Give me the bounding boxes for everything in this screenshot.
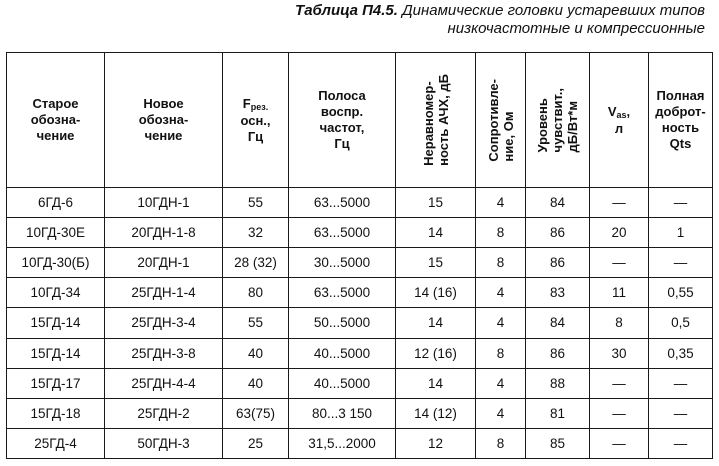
cell-new-name: 10ГДН-1 — [105, 188, 223, 218]
table-caption — [185, 2, 705, 38]
table-row — [7, 248, 713, 278]
cell-qts: — — [649, 248, 713, 278]
cell-nonuniformity: 14 — [396, 218, 476, 248]
cell-nonuniformity: 15 — [396, 188, 476, 218]
cell-sensitivity: 83 — [526, 278, 590, 308]
cell-band: 50...5000 — [289, 308, 396, 338]
cell-band: 40...5000 — [289, 338, 396, 368]
cell-new-name: 25ГДН-3-8 — [105, 338, 223, 368]
cell-old-name: 10ГД-30Е — [7, 218, 105, 248]
table-row — [7, 368, 713, 398]
cell-band: 40...5000 — [289, 368, 396, 398]
cell-qts: 1 — [649, 218, 713, 248]
cell-sensitivity: 86 — [526, 248, 590, 278]
cell-new-name: 25ГДН-4-4 — [105, 368, 223, 398]
cell-sensitivity: 86 — [526, 218, 590, 248]
cell-nonuniformity: 12 — [396, 428, 476, 458]
cell-band: 63...5000 — [289, 278, 396, 308]
table-row — [7, 278, 713, 308]
table-row — [7, 338, 713, 368]
cell-resistance: 4 — [476, 278, 526, 308]
cell-new-name: 25ГДН-1-4 — [105, 278, 223, 308]
caption-lead: Таблица П4.5. — [295, 2, 398, 19]
cell-vas: 20 — [590, 218, 649, 248]
cell-sensitivity: 88 — [526, 368, 590, 398]
cell-new-name: 20ГДН-1 — [105, 248, 223, 278]
cell-fres: 32 — [223, 218, 289, 248]
cell-band: 63...5000 — [289, 188, 396, 218]
cell-sensitivity: 81 — [526, 398, 590, 428]
cell-old-name: 10ГД-34 — [7, 278, 105, 308]
speaker-table — [6, 52, 713, 459]
cell-fres: 28 (32) — [223, 248, 289, 278]
header-resistance: Сопротивле- ние, Ом — [476, 53, 526, 188]
cell-old-name: 10ГД-30(Б) — [7, 248, 105, 278]
cell-old-name: 15ГД-18 — [7, 398, 105, 428]
header-new-name: Новое обозна- чение — [105, 53, 223, 188]
table-row — [7, 428, 713, 458]
table-row — [7, 188, 713, 218]
caption-line2: низкочастотные и компрессионные — [447, 20, 705, 37]
cell-vas: 30 — [590, 338, 649, 368]
header-fres: Fрез. осн., Гц — [223, 53, 289, 188]
cell-nonuniformity: 14 (16) — [396, 278, 476, 308]
cell-sensitivity: 85 — [526, 428, 590, 458]
cell-fres: 55 — [223, 188, 289, 218]
cell-resistance: 8 — [476, 428, 526, 458]
cell-band: 31,5...2000 — [289, 428, 396, 458]
cell-qts: 0,55 — [649, 278, 713, 308]
cell-qts: — — [649, 368, 713, 398]
cell-resistance: 8 — [476, 218, 526, 248]
header-band: Полоса воспр. частот, Гц — [289, 53, 396, 188]
cell-band: 80...3 150 — [289, 398, 396, 428]
cell-new-name: 50ГДН-3 — [105, 428, 223, 458]
cell-nonuniformity: 15 — [396, 248, 476, 278]
cell-fres: 63(75) — [223, 398, 289, 428]
cell-old-name: 25ГД-4 — [7, 428, 105, 458]
cell-sensitivity: 84 — [526, 188, 590, 218]
cell-qts: — — [649, 188, 713, 218]
cell-new-name: 20ГДН-1-8 — [105, 218, 223, 248]
cell-vas: 8 — [590, 308, 649, 338]
cell-new-name: 25ГДН-3-4 — [105, 308, 223, 338]
cell-fres: 25 — [223, 428, 289, 458]
table-row — [7, 308, 713, 338]
cell-nonuniformity: 14 (12) — [396, 398, 476, 428]
cell-fres: 55 — [223, 308, 289, 338]
cell-fres: 40 — [223, 368, 289, 398]
cell-band: 30...5000 — [289, 248, 396, 278]
header-qts: Полная доброт- ность Qts — [649, 53, 713, 188]
cell-old-name: 15ГД-14 — [7, 338, 105, 368]
speaker-table-container — [6, 52, 712, 459]
cell-vas: 11 — [590, 278, 649, 308]
cell-resistance: 8 — [476, 248, 526, 278]
cell-new-name: 25ГДН-2 — [105, 398, 223, 428]
cell-vas: — — [590, 398, 649, 428]
cell-vas: — — [590, 188, 649, 218]
header-sensitivity: Уровень чувствит., дБ/Вт*м — [526, 53, 590, 188]
cell-sensitivity: 84 — [526, 308, 590, 338]
cell-old-name: 15ГД-17 — [7, 368, 105, 398]
cell-nonuniformity: 14 — [396, 368, 476, 398]
cell-fres: 40 — [223, 338, 289, 368]
cell-vas: — — [590, 368, 649, 398]
cell-qts: — — [649, 428, 713, 458]
table-row — [7, 218, 713, 248]
cell-vas: — — [590, 248, 649, 278]
cell-resistance: 4 — [476, 368, 526, 398]
header-old-name: Старое обозна- чение — [7, 53, 105, 188]
cell-resistance: 4 — [476, 308, 526, 338]
cell-resistance: 8 — [476, 338, 526, 368]
cell-sensitivity: 86 — [526, 338, 590, 368]
cell-fres: 80 — [223, 278, 289, 308]
cell-resistance: 4 — [476, 188, 526, 218]
header-nonuniformity: Неравномер- ность АЧХ, дБ — [396, 53, 476, 188]
cell-nonuniformity: 14 — [396, 308, 476, 338]
cell-qts: 0,35 — [649, 338, 713, 368]
cell-qts: 0,5 — [649, 308, 713, 338]
cell-old-name: 15ГД-14 — [7, 308, 105, 338]
cell-nonuniformity: 12 (16) — [396, 338, 476, 368]
cell-vas: — — [590, 428, 649, 458]
caption-text: Динамические головки устаревших типов — [397, 2, 705, 19]
cell-old-name: 6ГД-6 — [7, 188, 105, 218]
table-row — [7, 398, 713, 428]
cell-band: 63...5000 — [289, 218, 396, 248]
header-row — [7, 53, 713, 188]
cell-resistance: 4 — [476, 398, 526, 428]
cell-qts: — — [649, 398, 713, 428]
header-vas: Vas, л — [590, 53, 649, 188]
